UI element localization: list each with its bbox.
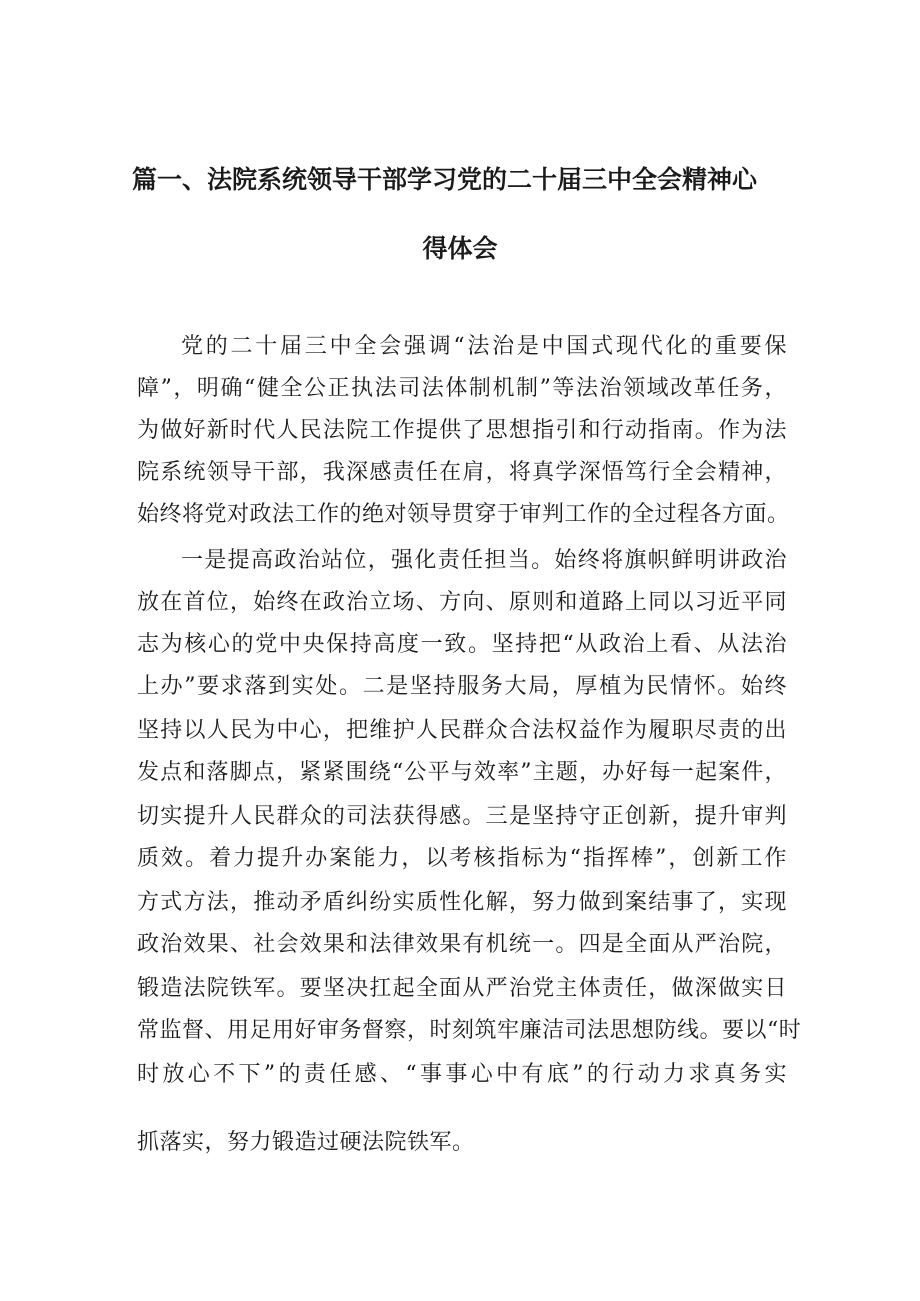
document-title-line-1: 篇一、法院系统领导干部学习党的二十届三中全会精神心 bbox=[132, 165, 758, 194]
paragraph-2-line: 常监督、用足用好审务督察，时刻筑牢廉洁司法思想防线。要以“时 bbox=[137, 1018, 802, 1043]
paragraph-2-line: 坚持以人民为中心，把维护人民群众合法权益作为履职尽责的出 bbox=[137, 718, 787, 743]
paragraph-2-line: 时放心不下”的责任感、“事事心中有底”的行动力求真务实 bbox=[137, 1062, 787, 1087]
paragraph-2-line: 上办”要求落到实处。二是坚持服务大局，厚植为民情怀。始终 bbox=[137, 674, 787, 699]
paragraph-2-line: 抓落实，努力锻造过硬法院铁军。 bbox=[137, 1130, 475, 1155]
paragraph-2-line: 一是提高政治站位，强化责任担当。始终将旗帜鲜明讲政治 bbox=[181, 548, 787, 573]
paragraph-2-line: 志为核心的党中央保持高度一致。坚持把“从政治上看、从法治 bbox=[137, 632, 787, 657]
paragraph-2-line: 发点和落脚点，紧紧围绕“公平与效率”主题，办好每一起案件， bbox=[137, 760, 787, 785]
paragraph-1-line: 始终将党对政法工作的绝对领导贯穿于审判工作的全过程各方面。 bbox=[137, 502, 790, 527]
paragraph-2-line: 质效。着力提升办案能力，以考核指标为“指挥棒”，创新工作 bbox=[137, 846, 787, 871]
paragraph-2-line: 放在首位，始终在政治立场、方向、原则和道路上同以习近平同 bbox=[137, 590, 787, 615]
paragraph-1-line: 为做好新时代人民法院工作提供了思想指引和行动指南。作为法 bbox=[137, 418, 787, 443]
paragraph-1-line: 障”，明确“健全公正执法司法体制机制”等法治领域改革任务， bbox=[137, 376, 787, 401]
document-title-line-2: 得体会 bbox=[422, 234, 498, 263]
paragraph-2-line: 锻造法院铁军。要坚决扛起全面从严治党主体责任，做深做实日 bbox=[137, 976, 787, 1001]
paragraph-1-line: 党的二十届三中全会强调“法治是中国式现代化的重要保 bbox=[181, 334, 787, 359]
paragraph-2-line: 方式方法，推动矛盾纠纷实质性化解，努力做到案结事了，实现 bbox=[137, 890, 787, 915]
paragraph-2-line: 政治效果、社会效果和法律效果有机统一。四是全面从严治院， bbox=[137, 932, 787, 957]
paragraph-2-line: 切实提升人民群众的司法获得感。三是坚持守正创新，提升审判 bbox=[137, 804, 787, 829]
paragraph-1-line: 院系统领导干部，我深感责任在肩，将真学深悟笃行全会精神， bbox=[137, 460, 787, 485]
